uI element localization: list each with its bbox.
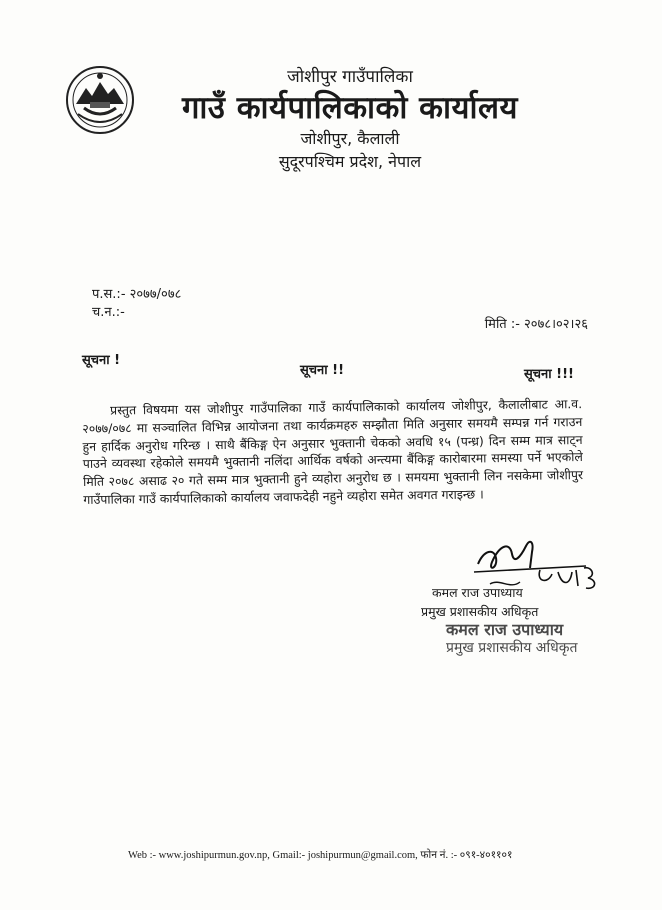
notice-heading-3: सूचना !!! bbox=[524, 367, 574, 382]
notice-heading-2: सूचना !! bbox=[300, 363, 345, 378]
municipality-name: जोशीपुर गाउँपालिका bbox=[287, 67, 413, 87]
stamp-name: कमल राज उपाध्याय bbox=[446, 620, 564, 639]
stamp-title: प्रमुख प्रशासकीय अधिकृत bbox=[446, 640, 578, 656]
nepal-government-emblem-icon bbox=[64, 64, 136, 136]
notice-body: प्रस्तुत विषयमा यस जोशीपुर गाउँपालिका गाउँ कार्यपालिकाको कार्यालय जोशीपुर, कैलालीबाट आ.व. २०७७/०७८ मा सञ्चालित विभिन्न आयोजना तथा कार्यक्रमहरु सम्झौता मिति अनुसार समयमै सम्पन्न गर्न गराउन हुन हार्दिक अनुरोध गरिन्छ । साथै बैंकिङ्ग ऐन अनुसार भुक्तानी चेकको अवधि १५ (पन्ध्र) दिन सम्म मात्र साट्न पाउने व्यवस्था रहेकोले समयमै भुक्तानी नलिंदा आर्थिक वर्षको अन्त्यमा बैंकिङ्ग कारोबारमा समस्या पर्ने भएकोले मिति २०७८ असाढ २० गते सम्म मात्र भुक्तानी हुने व्यहोरा अनुरोध छ । समयमा भुक्तानी लिन नसकेमा जोशीपुर गाउँपालिका गाउँ कार्यपालिकाको कार्यालय जवाफदेही नहुने व्यहोरा समेत अवगत गराइन्छ । bbox=[82, 396, 584, 507]
letter-date: मिति :- २०७८।०२।२६ bbox=[484, 317, 588, 332]
office-address: जोशीपुर, कैलाली bbox=[300, 129, 400, 148]
signatory-title: प्रमुख प्रशासकीय अधिकृत bbox=[421, 604, 539, 619]
dispatch-number: च.न.:- bbox=[92, 305, 125, 320]
reference-number: प.स.:- २०७७/०७८ bbox=[92, 287, 182, 302]
office-province: सुदूरपश्चिम प्रदेश, नेपाल bbox=[278, 152, 422, 171]
notice-heading-1: सूचना ! bbox=[82, 353, 121, 368]
signatory-name: कमल राज उपाध्याय bbox=[432, 585, 523, 600]
office-title: गाउँ कार्यपालिकाको कार्यालय bbox=[181, 90, 519, 126]
contact-footer: Web :- www.joshipurmun.gov.np, Gmail:- joshipurmun@gmail.com, फोन नं. :- ०९१-४०११०१ bbox=[128, 850, 513, 861]
